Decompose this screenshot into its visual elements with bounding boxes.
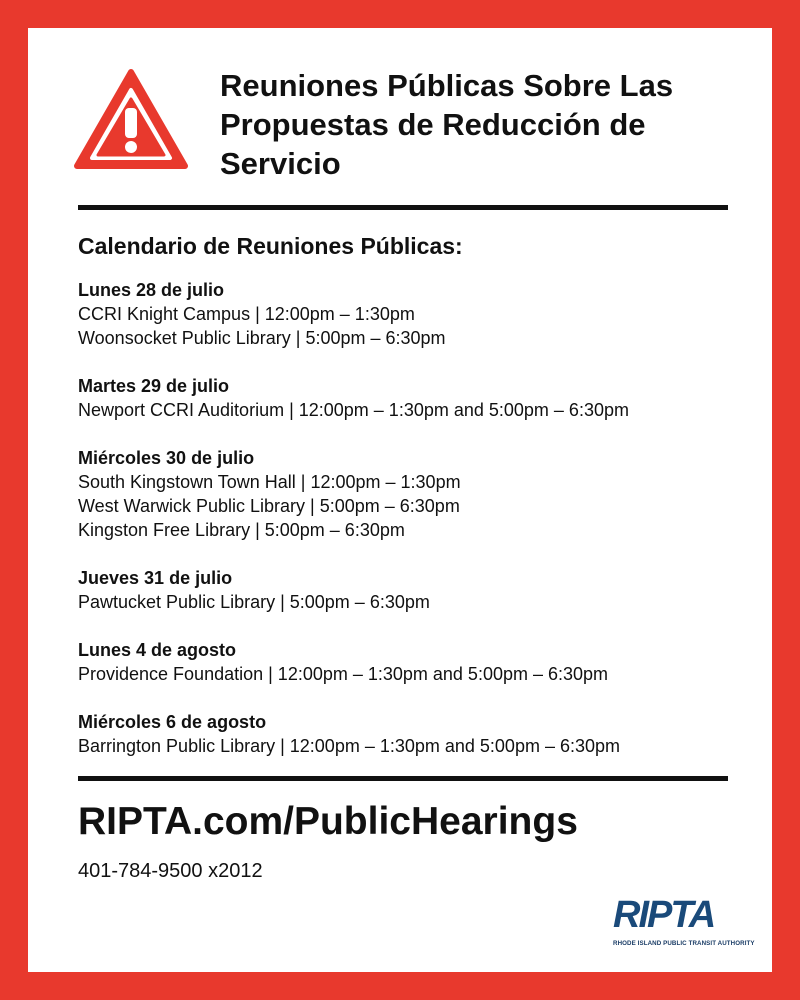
schedule-day (78, 278, 758, 350)
phone-number: 401-784-9500 x2012 (78, 860, 263, 882)
schedule-day (78, 638, 758, 686)
venue-line: Pawtucket Public Library | 5:00pm – 6:30pm (78, 592, 430, 612)
logo-wordmark-text: RIPTA (613, 894, 715, 936)
schedule-day (78, 446, 758, 542)
schedule-list (78, 278, 758, 782)
hearings-url[interactable]: RIPTA.com/PublicHearings (78, 800, 578, 843)
venue-line: Newport CCRI Auditorium | 12:00pm – 1:30pm and 5:00pm – 6:30pm (78, 400, 629, 420)
day-label: Lunes 28 de julio (78, 280, 225, 300)
warning-triangle-icon (72, 66, 190, 172)
venue-line: CCRI Knight Campus | 12:00pm – 1:30pm (78, 304, 415, 324)
page-title: Reuniones Públicas Sobre Las Propuestas de Reducción de Servicio (220, 68, 674, 181)
divider-top (78, 205, 728, 210)
logo-wordmark (613, 894, 714, 936)
day-label: Miércoles 30 de julio (78, 448, 255, 468)
venue-line: Kingston Free Library | 5:00pm – 6:30pm (78, 520, 405, 540)
venue-line: West Warwick Public Library | 5:00pm – 6:30pm (78, 496, 460, 516)
schedule-day (78, 374, 758, 422)
divider-bottom (78, 776, 728, 781)
day-label: Jueves 31 de julio (78, 568, 233, 588)
venue-line: South Kingstown Town Hall | 12:00pm – 1:30pm (78, 472, 461, 492)
day-label: Martes 29 de julio (78, 376, 230, 396)
venue-line: Woonsocket Public Library | 5:00pm – 6:30pm (78, 328, 446, 348)
schedule-heading: Calendario de Reuniones Públicas: (78, 233, 463, 259)
day-label: Lunes 4 de agosto (78, 640, 237, 660)
notice-card (28, 28, 772, 972)
venue-line: Providence Foundation | 12:00pm – 1:30pm and 5:00pm – 6:30pm (78, 664, 609, 684)
ripta-logo (613, 894, 755, 950)
schedule-day (78, 710, 758, 758)
day-label: Miércoles 6 de agosto (78, 712, 267, 732)
logo-tagline: RHODE ISLAND PUBLIC TRANSIT AUTHORITY (613, 940, 755, 947)
schedule-day (78, 566, 758, 614)
venue-line: Barrington Public Library | 12:00pm – 1:30pm and 5:00pm – 6:30pm (78, 736, 620, 756)
